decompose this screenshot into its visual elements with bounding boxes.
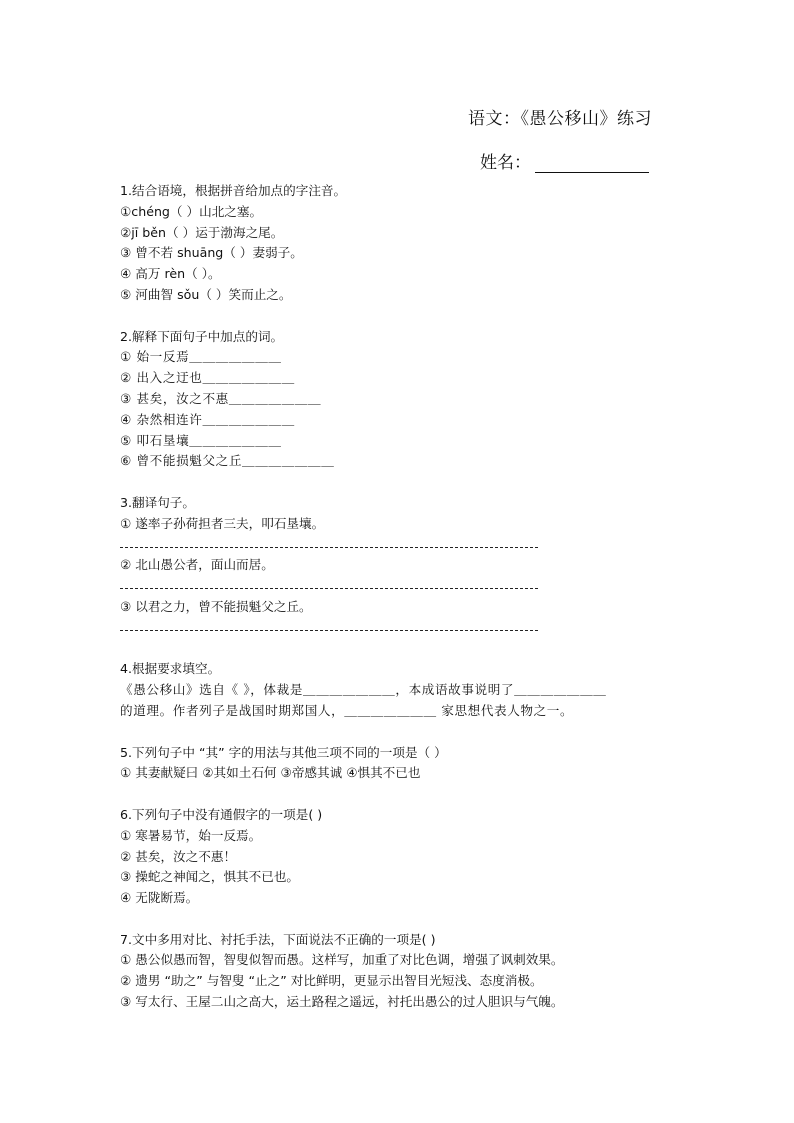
- answer-line[interactable]: [120, 535, 680, 556]
- questions: [120, 181, 680, 1013]
- worksheet-title: 语文：《愚公移山》练习: [468, 109, 652, 129]
- question-1-item: ②jī běn（ ）运于渤海之尾。: [120, 224, 284, 240]
- question-6-heading: 6.下列句子中没有通假字的一项是( ): [120, 806, 323, 822]
- question-2-item: ② 出入之迂也＿＿＿＿＿＿＿: [120, 370, 295, 386]
- question-6-item: ④ 无陇断焉。: [120, 890, 199, 906]
- question-2-heading: 2.解释下面句子中加点的词。: [120, 328, 284, 344]
- question-3-item: ② 北山愚公者，面山而居。: [120, 557, 274, 573]
- question-4-heading: 4.根据要求填空。: [120, 661, 221, 677]
- question-1-item: ④ 高万 rèn（ ）。: [120, 266, 221, 282]
- question-5-options: ① 其妻献疑曰 ②其如土石何 ③帝感其诚 ④惧其不已也: [120, 765, 421, 781]
- question-6-item: ② 甚矣，汝之不惠！: [120, 848, 237, 864]
- question-3-item: ① 遂率子孙荷担者三夫，叩石垦壤。: [120, 515, 325, 531]
- spacer: [120, 472, 680, 493]
- question-7-item: ② 遗男 “助之” 与智叟 “止之” 对比鲜明，更显示出智目光短浅、态度消极。: [120, 973, 543, 989]
- question-7-item: ③ 写太行、王屋二山之高大，运土路程之遥远，衬托出愚公的过人胆识与气魄。: [120, 994, 564, 1010]
- question-4-fill-line-2: 的道理。作者列子是战国时期郑国人，＿＿＿＿＿＿＿ 家思想代表人物之一。: [120, 702, 574, 718]
- name-label: 姓名：: [480, 153, 531, 173]
- question-1-item: ①chéng（ ）山北之塞。: [120, 203, 263, 219]
- question-1-heading: 1.结合语境，根据拼音给加点的字注音。: [120, 183, 347, 198]
- name-field-row: [480, 148, 649, 173]
- spacer: [120, 784, 680, 805]
- answer-line[interactable]: [120, 576, 680, 597]
- question-1-item: ③ 曾不若 shuāng（ ）妻弱子。: [120, 245, 303, 261]
- question-6-item: ③ 操蛇之神闻之，惧其不已也。: [120, 869, 300, 885]
- question-6-item: ① 寒暑易节，始一反焉。: [120, 827, 262, 843]
- question-2-item: ③ 甚矣，汝之不惠＿＿＿＿＿＿＿: [120, 390, 322, 406]
- name-blank[interactable]: [535, 154, 649, 173]
- spacer: [120, 639, 680, 660]
- spacer: [120, 909, 680, 930]
- question-2-item: ① 始一反焉＿＿＿＿＿＿＿: [120, 349, 282, 365]
- question-5-heading: 5.下列句子中 “其” 字的用法与其他三项不同的一项是（ ）: [120, 744, 447, 760]
- question-2-item: ④ 杂然相连许＿＿＿＿＿＿＿: [120, 411, 295, 427]
- question-1-item: ⑤ 河曲智 sǒu（ ）笑而止之。: [120, 286, 292, 302]
- spacer: [120, 306, 680, 327]
- question-7-item: ① 愚公似愚而智，智叟似智而愚。这样写，加重了对比色调，增强了讽刺效果。: [120, 952, 564, 968]
- question-3-heading: 3.翻译句子。: [120, 494, 195, 510]
- question-2-item: ⑥ 曾不能损魁父之丘＿＿＿＿＿＿＿: [120, 453, 335, 469]
- question-3-item: ③ 以君之力，曾不能损魁父之丘。: [120, 598, 312, 614]
- question-7-heading: 7.文中多用对比、衬托手法，下面说法不正确的一项是( ): [120, 931, 436, 947]
- spacer: [120, 722, 680, 743]
- question-2-item: ⑤ 叩石垦壤＿＿＿＿＿＿＿: [120, 432, 282, 448]
- answer-line[interactable]: [120, 618, 680, 639]
- question-4-fill-line-1: 《愚公移山》选自《 》，体裁是＿＿＿＿＿＿＿，本成语故事说明了＿＿＿＿＿＿＿: [120, 682, 607, 698]
